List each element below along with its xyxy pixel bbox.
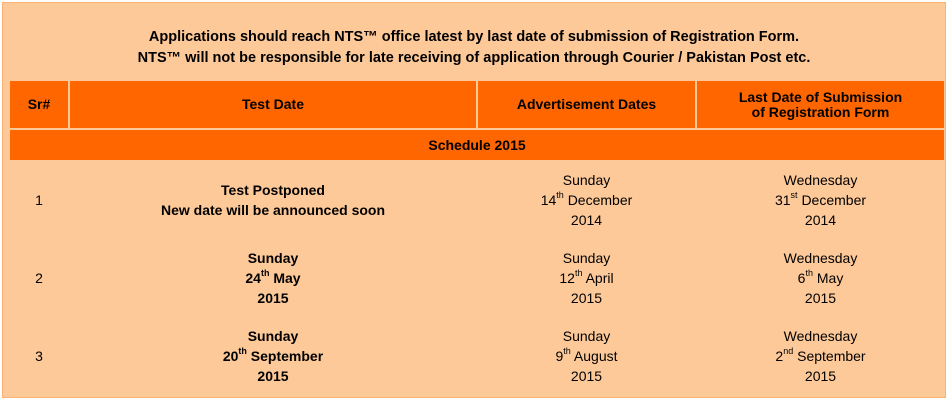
year: 2014: [570, 212, 603, 228]
table-row: [10, 162, 944, 238]
day-number: 6: [797, 270, 806, 286]
day: Sunday: [247, 250, 299, 266]
test-status: Test Postponed: [221, 182, 325, 198]
month: May: [273, 270, 301, 286]
notice-line-1: Applications should reach NTS™ office latest by last date of submission of Registration Form.: [148, 29, 800, 45]
ordinal-suffix: nd: [783, 346, 794, 357]
advertisement-date-cell: [478, 162, 695, 238]
month: December: [567, 192, 633, 208]
schedule-panel: [2, 2, 946, 398]
test-date-cell: [70, 162, 476, 238]
schedule-year-row: [10, 130, 944, 160]
month: September: [250, 348, 324, 364]
day: Sunday: [562, 250, 611, 266]
day: Wednesday: [783, 172, 858, 188]
last-date-cell: [697, 162, 944, 238]
header-sr: Sr#: [10, 81, 68, 128]
day-number: 12: [559, 270, 575, 286]
ordinal-suffix: th: [574, 268, 583, 279]
day-number: 9: [555, 348, 564, 364]
day: Sunday: [562, 172, 611, 188]
year: 2014: [804, 212, 837, 228]
header-last-date: [697, 81, 944, 128]
advertisement-date-cell: [478, 318, 695, 394]
year: 2015: [570, 368, 603, 384]
day-number: 20: [222, 348, 239, 364]
submission-notice: [3, 3, 945, 79]
ordinal-suffix: st: [790, 190, 798, 201]
header-last-date-line-2: of Registration Form: [751, 103, 890, 120]
day: Sunday: [247, 328, 299, 344]
sr-cell: 3: [10, 318, 68, 394]
header-test-date: Test Date: [70, 81, 476, 128]
ordinal-suffix: th: [260, 268, 270, 279]
day: Wednesday: [783, 250, 858, 266]
notice-line-2: NTS™ will not be responsible for late receiving of application through Courier / Pakistan Post etc.: [137, 50, 811, 66]
ordinal-suffix: th: [238, 346, 247, 357]
header-advertisement-dates: Advertisement Dates: [478, 81, 695, 128]
month: May: [816, 270, 844, 286]
table-row: [10, 318, 944, 394]
day: Sunday: [562, 328, 611, 344]
month: August: [573, 348, 618, 364]
last-date-cell: [697, 240, 944, 316]
day-number: 24: [245, 270, 261, 286]
header-last-date-line-1: Last Date of Submission: [738, 88, 903, 105]
schedule-title: Schedule 2015: [10, 130, 944, 160]
ordinal-suffix: th: [805, 268, 813, 279]
year: 2015: [570, 290, 603, 306]
day-number: 14: [540, 192, 557, 208]
last-date-cell: [697, 318, 944, 394]
advertisement-date-cell: [478, 240, 695, 316]
day: Wednesday: [783, 328, 858, 344]
ordinal-suffix: th: [563, 346, 571, 357]
month: December: [801, 192, 867, 208]
day-number: 31: [774, 192, 791, 208]
month: April: [585, 270, 614, 286]
schedule-table: [8, 79, 946, 396]
year: 2015: [804, 290, 837, 306]
sr-cell: 1: [10, 162, 68, 238]
test-date-cell: [70, 240, 476, 316]
day-number: 2: [775, 348, 784, 364]
test-date-cell: [70, 318, 476, 394]
year: 2015: [257, 290, 289, 306]
sr-cell: 2: [10, 240, 68, 316]
year: 2015: [804, 368, 837, 384]
ordinal-suffix: th: [556, 190, 564, 201]
year: 2015: [257, 368, 289, 384]
table-row: [10, 240, 944, 316]
test-status-note: New date will be announced soon: [160, 202, 386, 218]
header-row: [10, 81, 944, 128]
month: September: [797, 348, 866, 364]
